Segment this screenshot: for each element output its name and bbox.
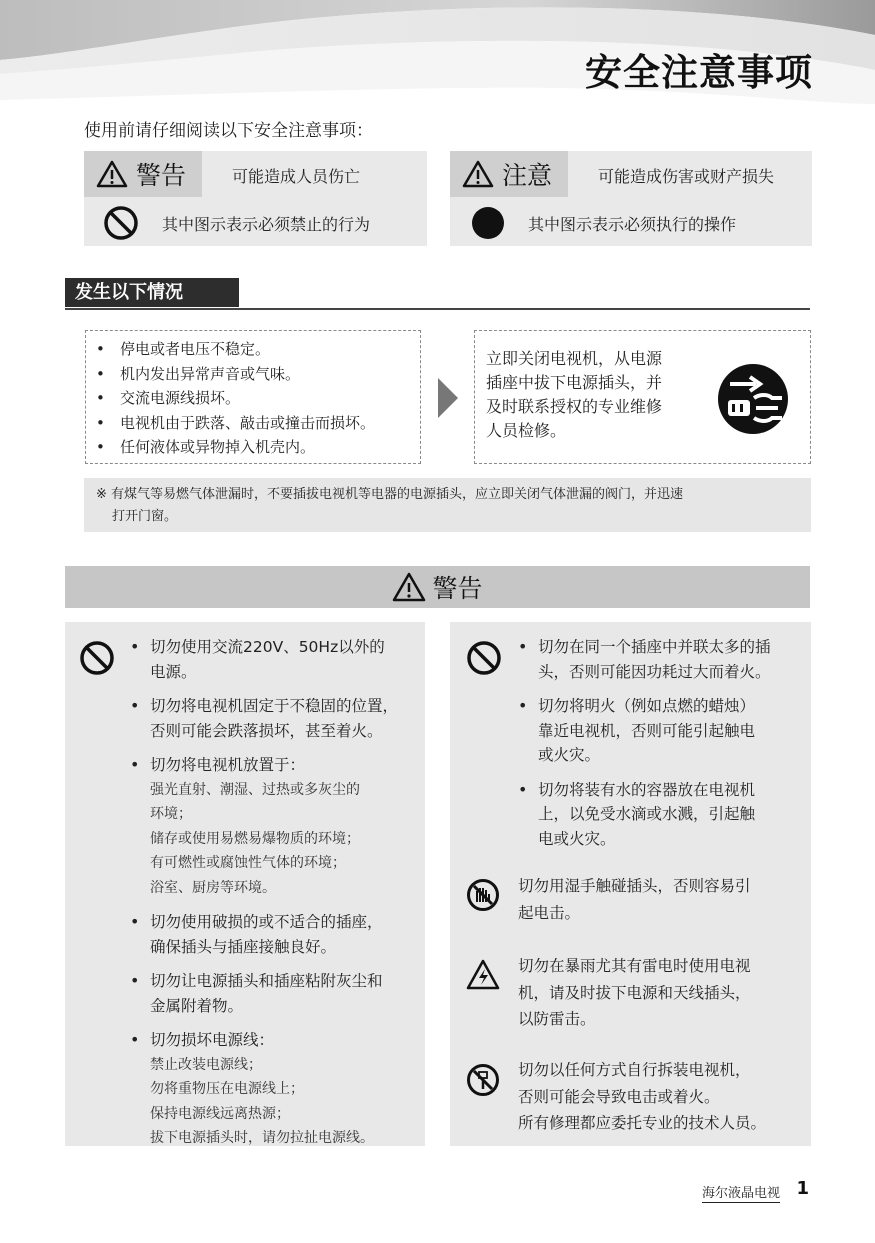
warning-section-header	[65, 566, 810, 608]
item-line: 否则可能会跌落损坏，甚至着火。	[150, 721, 383, 740]
item-line: 头，否则可能因功耗过大而着火。	[538, 662, 771, 681]
wet-hand-text	[518, 873, 803, 926]
item-line: 切勿将电视机固定于不稳固的位置，	[150, 697, 399, 715]
list-item	[516, 694, 808, 768]
item-line: 靠近电视机，否则可能引起触电	[538, 721, 756, 740]
text-line: 以防雷击。	[518, 1010, 596, 1028]
item-line: 确保插头与插座接触良好。	[150, 937, 337, 956]
warning-triangle-icon	[96, 160, 128, 188]
sub-line: 禁止改装电源线；	[150, 1056, 262, 1073]
sub-line: 有可燃性或腐蚀性气体的环境；	[150, 855, 346, 871]
text-line: 起电击。	[518, 903, 581, 922]
list-item: • 机内发出异常声音或气味。	[96, 362, 375, 387]
sub-line: 勿将重物压在电源线上；	[150, 1081, 304, 1097]
conditions-list	[96, 337, 375, 460]
no-wet-hand-icon	[466, 878, 500, 912]
list-item	[128, 969, 423, 1018]
page-title: 安全注意事项	[585, 51, 813, 94]
legend-caution-desc: 可能造成伤害或财产损失	[598, 167, 775, 186]
item-line: 电源。	[150, 662, 197, 681]
item-line: 切勿损坏电源线：	[150, 1031, 275, 1049]
text-line: 切勿以任何方式自行拆装电视机，	[518, 1061, 751, 1079]
warning-triangle-icon	[392, 572, 426, 602]
intro-text: 使用前请仔细阅读以下安全注意事项：	[84, 121, 373, 141]
sub-line: 储存或使用易燃易爆物质的环境；	[150, 830, 360, 847]
mandatory-action-icon	[470, 205, 506, 241]
list-item	[128, 635, 423, 684]
warning-right-list	[516, 635, 808, 861]
sub-line: 浴室、厨房等环境。	[150, 879, 276, 896]
caution-triangle-icon	[462, 160, 494, 188]
prohibition-icon	[103, 205, 139, 241]
arrow-right-icon	[436, 376, 460, 420]
list-item: • 任何液体或异物掉入机壳内。	[96, 435, 375, 460]
page-number: 1	[796, 1178, 809, 1199]
action-text	[486, 347, 706, 443]
text-line: 切勿用湿手触碰插头，否则容易引	[518, 877, 751, 895]
list-item	[516, 635, 808, 684]
list-item	[128, 910, 423, 959]
text-line: 切勿在暴雨尤其有雷电时使用电视	[518, 957, 751, 975]
note-mark: ※	[96, 487, 107, 502]
item-line: 切勿将装有水的容器放在电视机	[538, 780, 756, 799]
note-line: 有煤气等易燃气体泄漏时，不要插拔电视机等电器的电源插头，应立即关闭气体泄漏的阀门，并迅速	[111, 487, 684, 502]
list-item	[128, 1028, 423, 1151]
item-line: 切勿让电源插头和插座粘附灰尘和	[150, 972, 383, 990]
item-line: 或火灾。	[538, 746, 601, 764]
item-line: 切勿使用破损的或不适合的插座，	[150, 913, 383, 931]
footer-brand: 海尔液晶电视	[702, 1182, 780, 1203]
warning-section-title: 警告	[432, 574, 483, 603]
list-item	[516, 778, 808, 852]
legend-mandatory-desc: 其中图示表示必须执行的操作	[528, 215, 737, 234]
action-line: 及时联系授权的专业维修	[486, 397, 663, 416]
section-title-situation: 发生以下情况	[65, 278, 239, 307]
sub-line: 拔下电源插头时，请勿拉扯电源线。	[150, 1130, 374, 1146]
legend-warning-desc: 可能造成人员伤亡	[232, 167, 361, 186]
text-line: 所有修理都应委托专业的技术人员。	[518, 1114, 767, 1132]
item-line: 切勿在同一个插座中并联太多的插	[538, 638, 771, 656]
legend-caution-header	[450, 151, 568, 197]
sub-line: 保持电源线远离热源；	[150, 1105, 290, 1122]
legend-caution-label: 注意	[502, 161, 553, 190]
note-line: 打开门窗。	[112, 509, 178, 524]
action-line: 插座中拔下电源插头，并	[486, 373, 663, 392]
lightning-hazard-icon	[466, 959, 500, 991]
list-item: • 停电或者电压不稳定。	[96, 337, 375, 362]
warning-left-list	[128, 635, 423, 1161]
item-line: 切勿使用交流220V、50Hz以外的	[150, 638, 385, 656]
note-text	[96, 484, 801, 528]
disassemble-text	[518, 1057, 808, 1137]
legend-warning-header	[84, 151, 202, 197]
item-line: 上，以免受水滴或水溅，引起触	[538, 805, 756, 823]
item-line: 切勿将明火（例如点燃的蜡烛）	[538, 697, 756, 715]
action-line: 人员检修。	[486, 421, 567, 440]
list-item	[128, 753, 423, 900]
no-disassembly-icon	[466, 1063, 500, 1097]
prohibition-icon	[79, 640, 115, 676]
prohibition-icon	[466, 640, 502, 676]
list-item: • 交流电源线损坏。	[96, 386, 375, 411]
list-item: • 电视机由于跌落、敲击或撞击而损坏。	[96, 411, 375, 436]
legend-warning-label: 警告	[136, 161, 187, 190]
text-line: 机，请及时拔下电源和天线插头，	[518, 983, 751, 1002]
action-line: 立即关闭电视机，从电源	[486, 349, 663, 368]
sub-line: 环境；	[150, 806, 192, 822]
list-item	[128, 694, 423, 743]
item-line: 切勿将电视机放置于：	[150, 756, 306, 774]
lightning-text	[518, 953, 803, 1033]
legend-prohibit-desc: 其中图示表示必须禁止的行为	[162, 215, 371, 234]
sub-line: 强光直射、潮湿、过热或多灰尘的	[150, 781, 360, 798]
section-divider	[65, 308, 810, 310]
unplug-icon	[716, 362, 790, 436]
item-line: 电或火灾。	[538, 829, 616, 848]
text-line: 否则可能会导致电击或着火。	[518, 1087, 720, 1106]
item-line: 金属附着物。	[150, 996, 244, 1015]
